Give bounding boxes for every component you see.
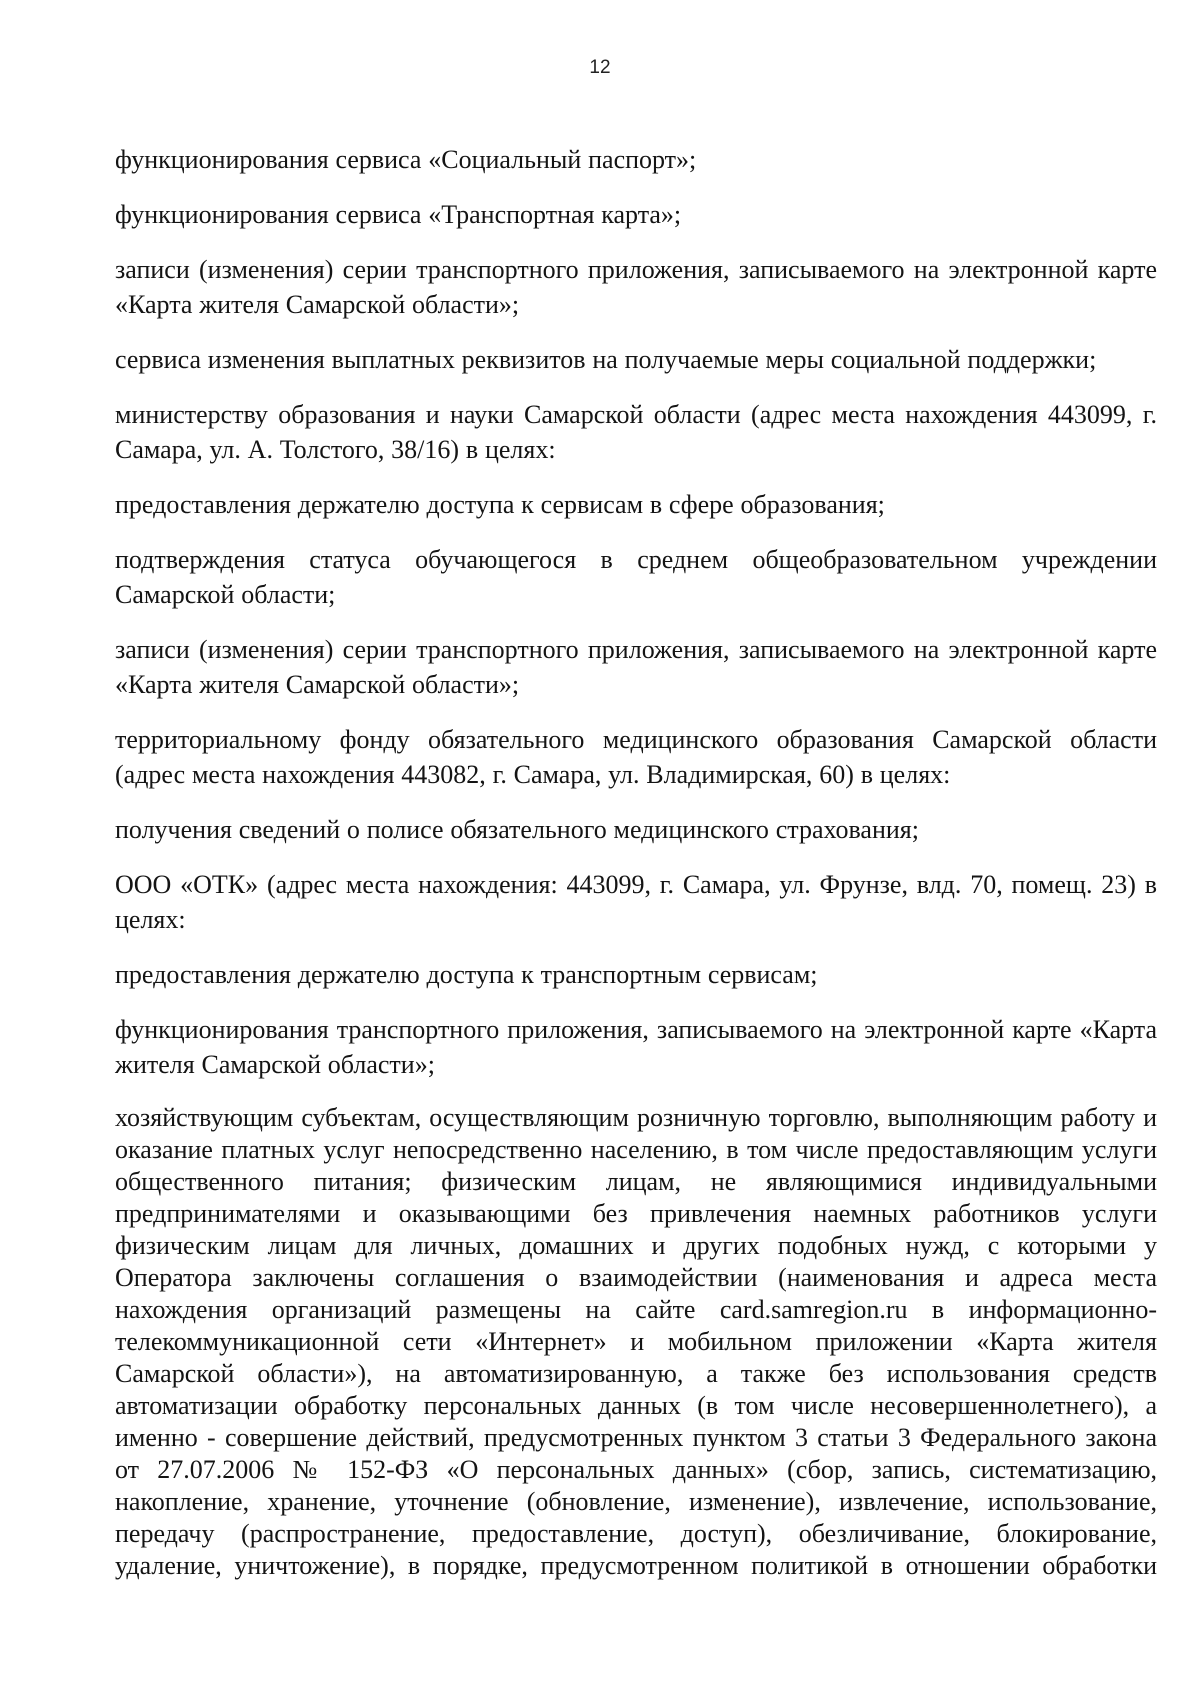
paragraph-otk: ООО «ОТК» (адрес места нахождения: 443099, г. Самара, ул. Фрунзе, влд. 70, помещ. 23) в целях: <box>115 870 1157 934</box>
paragraph-ministry-of-education: министерству образования и науки Самарской области (адрес места нахождения 443099, г. Самара, ул. А. Толстого, 38/16) в целях: <box>115 400 1157 464</box>
paragraph-transport-card: функционирования сервиса «Транспортная карта»; <box>115 200 682 229</box>
paragraph-social-passport: функционирования сервиса «Социальный паспорт»; <box>115 145 697 174</box>
page-number: 12 <box>589 57 611 78</box>
paragraph-business-entities: хозяйствующим субъектам, осуществляющим розничную торговлю, выполняющим работу и оказание платных услуг непосредственно населению, в том числе предоставляющим услуги общественного питания; физическим лицам, не являющимися индивидуальными предпринимателями и оказывающими без привлечения наемных работников услуги физическим лицам для личных, домашних и других подобных нужд, с которыми у Оператора заключены соглашения о взаимодействии (наименования и адреса места нахождения организаций размещены на сайте card.samregion.ru в информационно-телекоммуникационной сети «Интернет» и мобильном приложении «Карта жителя Самарской области»), на автоматизированную, а также без использования средств автоматизации обработку персональных данных (в том числе несовершеннолетнего), а именно - совершение действий, предусмотренных пунктом 3 статьи 3 Федерального закона от 27.07.2006 № 152-ФЗ «О персональных данных» (сбор, запись, систематизацию, накопление, хранение, уточнение (обновление, изменение), извлечение, использование, передачу (распространение, предоставление, доступ), обезличивание, блокирование, удаление, уничтожение), в порядке, предусмотренном политикой в отношении обработки <box>115 1103 1157 1580</box>
document-body <box>115 142 1157 1582</box>
paragraph-payment-details-service: сервиса изменения выплатных реквизитов на получаемые меры социальной поддержки; <box>115 345 1097 374</box>
paragraph-transport-app-record-2: записи (изменения) серии транспортного приложения, записываемого на электронной карте «Карта жителя Самарской области»; <box>115 635 1157 699</box>
paragraph-education-services-access: предоставления держателю доступа к сервисам в сфере образования; <box>115 490 885 519</box>
paragraph-student-status: подтверждения статуса обучающегося в среднем общеобразовательном учреждении Самарской области; <box>115 545 1157 609</box>
paragraph-medical-fund: территориальному фонду обязательного медицинского образования Самарской области (адрес места нахождения 443082, г. Самара, ул. Владимирская, 60) в целях: <box>115 725 1157 789</box>
paragraph-insurance-policy: получения сведений о полисе обязательного медицинского страхования; <box>115 815 919 844</box>
paragraph-transport-services-access: предоставления держателю доступа к транспортным сервисам; <box>115 960 818 989</box>
paragraph-transport-app-record: записи (изменения) серии транспортного приложения, записываемого на электронной карте «Карта жителя Самарской области»; <box>115 255 1157 319</box>
paragraph-transport-app-function: функционирования транспортного приложения, записываемого на электронной карте «Карта жителя Самарской области»; <box>115 1015 1157 1079</box>
